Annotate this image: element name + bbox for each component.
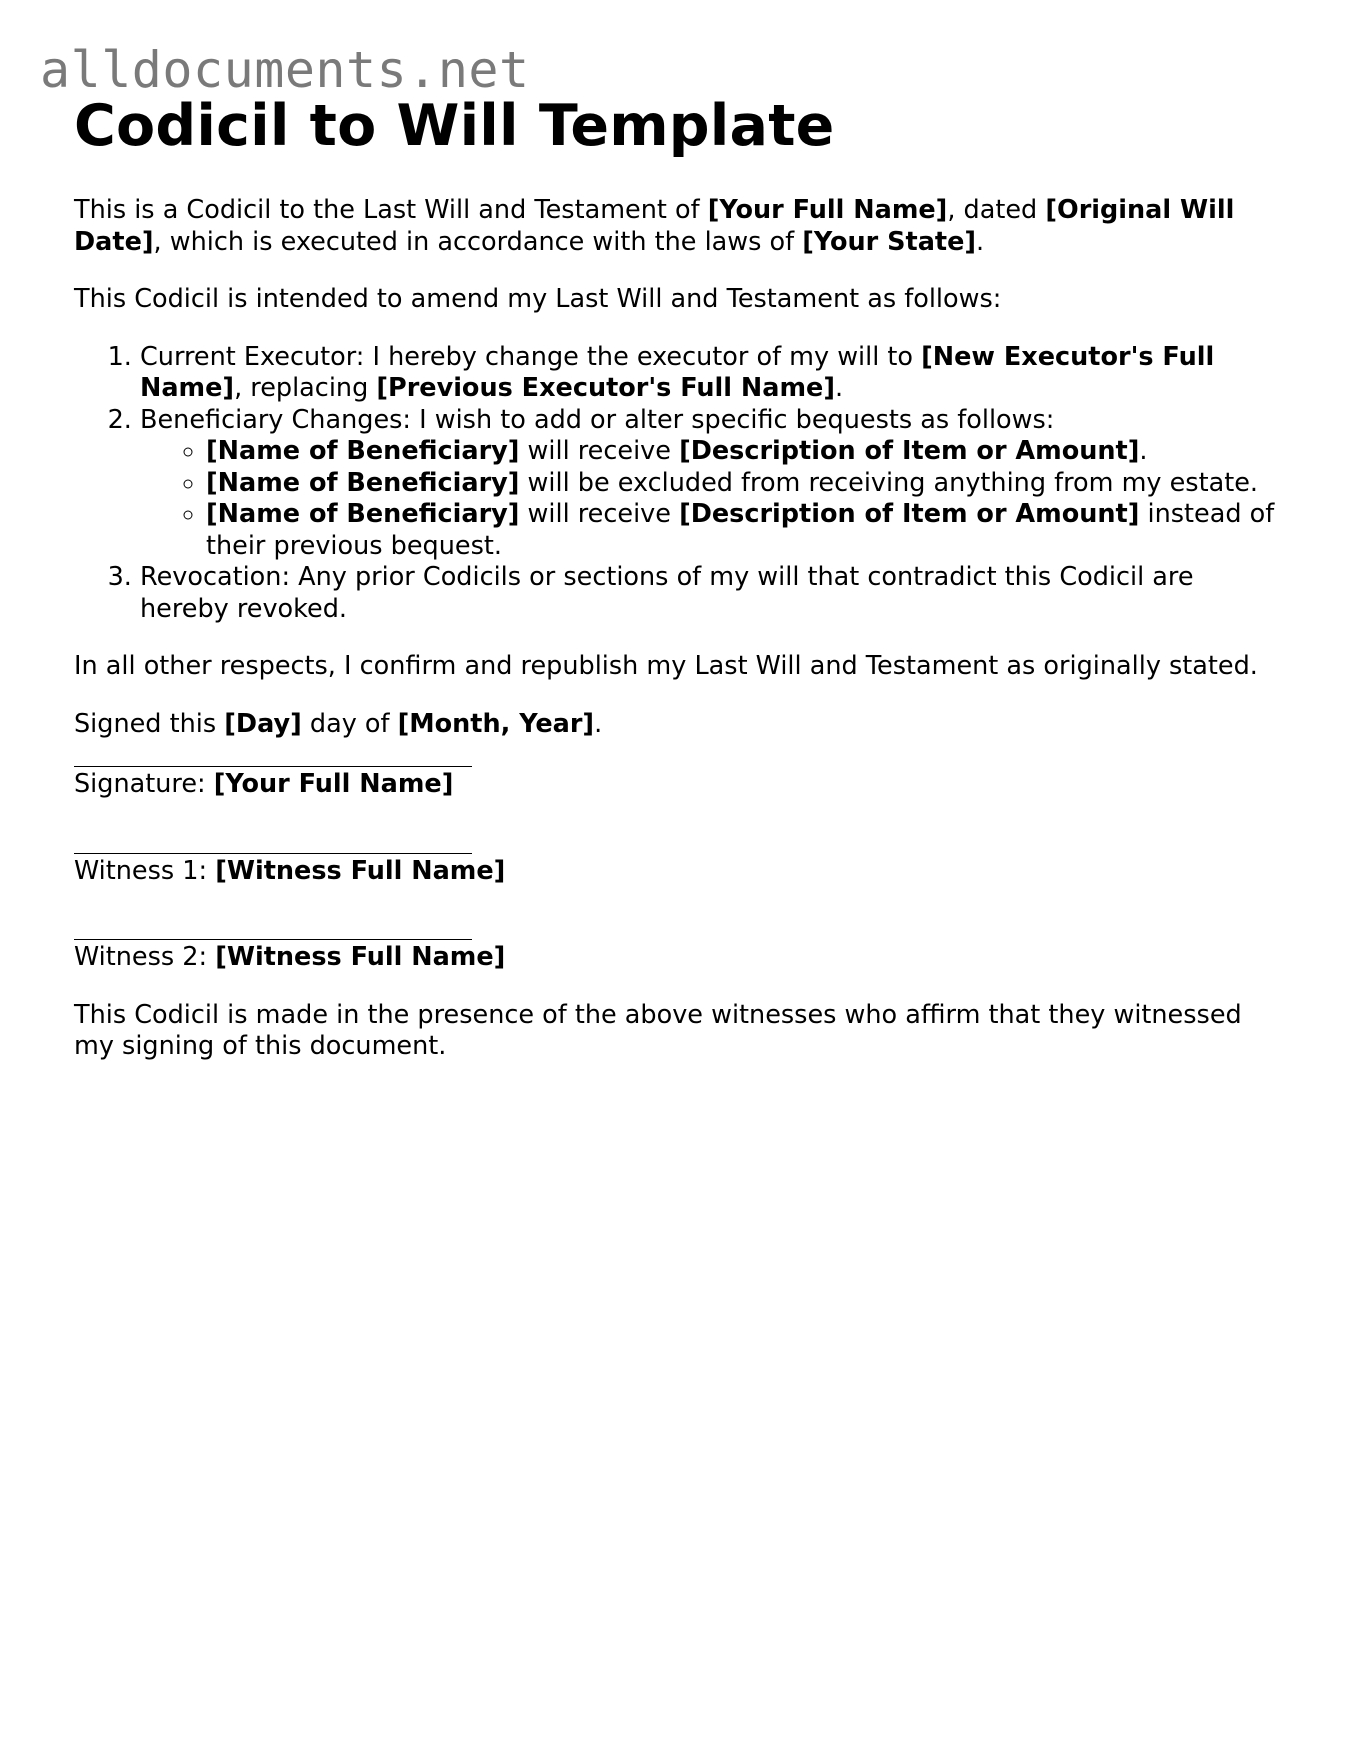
beneficiary-text: will receive <box>519 499 680 529</box>
placeholder-previous-executor: [Previous Executor's Full Name] <box>376 373 835 403</box>
witness-2-name: [Witness Full Name] <box>215 942 506 972</box>
beneficiary-item <box>206 436 1284 468</box>
signature-line[interactable] <box>74 766 472 767</box>
beneficiary-item <box>206 468 1284 500</box>
closing-paragraph: This Codicil is made in the presence of the above witnesses who affirm that they witnessed my signing of this document. <box>74 999 1242 1061</box>
witness-1-block <box>74 853 1284 888</box>
placeholder-your-full-name: [Your Full Name] <box>707 195 948 225</box>
placeholder-day: [Day] <box>224 708 302 739</box>
witness-1-signature-line[interactable] <box>74 853 472 854</box>
intro-text-3: , which is executed in accordance with the laws of <box>153 226 803 257</box>
placeholder-beneficiary-name: [Name of Beneficiary] <box>206 467 520 498</box>
document-title: Codicil to Will Template <box>74 93 835 159</box>
witness-2-label: Witness 2: <box>74 942 216 972</box>
amend-intro-paragraph: This Codicil is intended to amend my Last Will and Testament as follows: <box>74 284 1002 314</box>
beneficiary-intro-text: Beneficiary Changes: I wish to add or alter specific bequests as follows: <box>140 404 1055 435</box>
executor-text-3: . <box>834 373 844 403</box>
list-item-beneficiary-changes <box>140 405 1284 563</box>
placeholder-new-executor: [New Executor's Full Name] <box>140 341 1215 403</box>
witness-1-label: Witness 1: <box>74 855 216 886</box>
beneficiary-item <box>206 499 1284 562</box>
placeholder-beneficiary-name: [Name of Beneficiary] <box>206 436 520 466</box>
witness-2-block <box>74 939 1284 974</box>
beneficiary-sublist <box>140 436 1284 562</box>
signed-text-1: Signed this <box>74 708 225 739</box>
placeholder-month-year: [Month, Year] <box>397 708 595 739</box>
watermark-text: alldocuments.net <box>40 41 530 99</box>
list-item-executor <box>140 342 1284 405</box>
confirm-paragraph: In all other respects, I confirm and republish my Last Will and Testament as originally stated. <box>74 651 1258 681</box>
placeholder-beneficiary-name: [Name of Beneficiary] <box>206 499 520 529</box>
beneficiary-text: instead of their previous bequest. <box>206 499 1275 561</box>
witness-2-signature-line[interactable] <box>74 939 472 940</box>
placeholder-your-state: [Your State] <box>802 226 977 257</box>
signed-text-3: . <box>594 708 603 739</box>
executor-text-1: Current Executor: I hereby change the executor of my will to <box>140 341 922 372</box>
signed-paragraph <box>74 709 1284 741</box>
executor-text-2: , replacing <box>234 373 377 403</box>
beneficiary-text: will receive <box>519 436 680 466</box>
signed-text-2: day of <box>301 708 398 739</box>
signature-block <box>74 766 1284 801</box>
amendment-list <box>74 342 1284 626</box>
intro-paragraph <box>74 195 1284 258</box>
intro-text-2: , dated <box>947 195 1046 225</box>
placeholder-item-description: [Description of Item or Amount] <box>679 436 1140 466</box>
signature-caption <box>74 769 1284 801</box>
signature-label: Signature: <box>74 769 214 799</box>
intro-text-1: This is a Codicil to the Last Will and Testament of <box>74 195 708 225</box>
beneficiary-text: will be excluded from receiving anything from my estate. <box>519 467 1258 498</box>
document-page <box>74 92 1284 1063</box>
signature-name: [Your Full Name] <box>213 769 454 799</box>
witness-1-name: [Witness Full Name] <box>215 855 506 886</box>
beneficiary-text: . <box>1139 436 1148 466</box>
placeholder-item-description: [Description of Item or Amount] <box>679 499 1140 529</box>
witness-1-caption <box>74 856 1284 888</box>
witness-2-caption <box>74 942 1284 974</box>
list-item-revocation: 3. Revocation: Any prior Codicils or sections of my will that contradict this Codicil are hereby revoked. <box>140 562 1284 625</box>
intro-text-4: . <box>976 226 985 257</box>
placeholder-original-will-date: [Original Will Date] <box>74 195 1235 257</box>
